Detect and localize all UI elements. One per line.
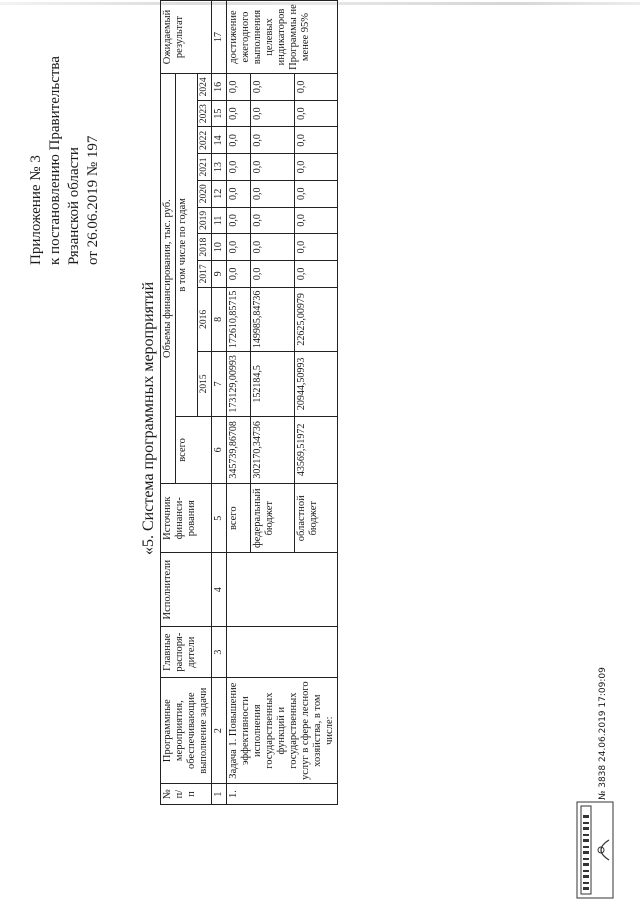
- appendix-decree: к постановлению Правительства: [47, 56, 63, 265]
- column-number: 16: [212, 74, 227, 101]
- column-number: 17: [212, 1, 227, 74]
- measures-table: [160, 0, 338, 805]
- col-header-program: Программные мероприятия, обеспечивающие выполнение задачи: [161, 678, 212, 784]
- source-rest: 0,0: [226, 234, 250, 261]
- source-rest: 0,0: [226, 207, 250, 234]
- source-total: 43569,51972: [294, 416, 338, 483]
- source-rest: 0,0: [226, 180, 250, 207]
- year-header: 2019: [198, 207, 212, 234]
- column-number: 6: [212, 416, 227, 483]
- source-2016: 172610,85715: [226, 287, 250, 352]
- col-header-managers: Главные распоря- дители: [161, 627, 212, 678]
- source-rest: 0,0: [294, 180, 338, 207]
- year-header: 2018: [198, 234, 212, 261]
- source-rest: 0,0: [294, 100, 338, 127]
- column-number: 1: [212, 784, 227, 805]
- year-header: 2024: [198, 74, 212, 101]
- source-rest: 0,0: [250, 100, 294, 127]
- source-2016: 149985,84736: [250, 287, 294, 352]
- source-name: федеральный бюджет: [250, 484, 294, 553]
- year-header: 2015: [198, 352, 212, 417]
- row-executors: [226, 553, 338, 627]
- source-rest: 0,0: [250, 260, 294, 287]
- col-header-executors: Исполнители: [161, 553, 212, 627]
- col-header-result: Ожидаемый результат: [161, 1, 212, 74]
- col-header-by-years: в том числе по годам: [176, 74, 198, 417]
- year-header: 2020: [198, 180, 212, 207]
- col-header-funding: Объемы финансирования, тыс. руб.: [161, 74, 176, 484]
- source-rest: 0,0: [294, 127, 338, 154]
- column-number: 13: [212, 154, 227, 181]
- column-number: 14: [212, 127, 227, 154]
- source-rest: 0,0: [294, 234, 338, 261]
- year-header: 2023: [198, 100, 212, 127]
- source-2015: 152184,5: [250, 352, 294, 417]
- appendix-region: Рязанской области: [66, 147, 82, 265]
- column-number: 2: [212, 678, 227, 784]
- row-program: Задача 1. Повышение эффективности исполнения государственных функций и государственных услуг в сфере лесного хозяйства, в том числе:: [226, 678, 338, 784]
- source-rest: 0,0: [250, 180, 294, 207]
- source-rest: 0,0: [226, 154, 250, 181]
- source-rest: 0,0: [250, 127, 294, 154]
- year-header: 2016: [198, 287, 212, 352]
- appendix-date: от 26.06.2019 № 197: [85, 135, 101, 265]
- source-rest: 0,0: [294, 74, 338, 101]
- year-header: 2021: [198, 154, 212, 181]
- source-rest: 0,0: [226, 260, 250, 287]
- row-result: достижение ежегодного выполнения целевых индикаторов Программы не менее 95%: [226, 1, 338, 74]
- source-total: 345739,86708: [226, 416, 250, 483]
- column-number: 3: [212, 627, 227, 678]
- column-number: 5: [212, 484, 227, 553]
- section-title: «5. Система программных мероприятий: [140, 281, 157, 555]
- source-rest: 0,0: [226, 127, 250, 154]
- column-number: 7: [212, 352, 227, 417]
- column-number: 11: [212, 207, 227, 234]
- column-number: 12: [212, 180, 227, 207]
- source-rest: 0,0: [294, 260, 338, 287]
- source-name: областной бюджет: [294, 484, 338, 553]
- col-header-source: Источник финанси- рования: [161, 484, 212, 553]
- row-number: 1.: [226, 784, 338, 805]
- source-rest: 0,0: [250, 207, 294, 234]
- source-rest: 0,0: [294, 154, 338, 181]
- source-rest: 0,0: [250, 234, 294, 261]
- row-managers: [226, 627, 338, 678]
- source-rest: 0,0: [294, 207, 338, 234]
- column-number: 10: [212, 234, 227, 261]
- source-rest: 0,0: [250, 154, 294, 181]
- source-rest: 0,0: [226, 74, 250, 101]
- source-2015: 173129,00993: [226, 352, 250, 417]
- source-rest: 0,0: [250, 74, 294, 101]
- column-number: 4: [212, 553, 227, 627]
- source-total: 302170,34736: [250, 416, 294, 483]
- column-number: 15: [212, 100, 227, 127]
- col-header-total: всего: [176, 416, 212, 483]
- source-name: всего: [226, 484, 250, 553]
- registration-barcode-icon: [575, 800, 615, 900]
- source-rest: 0,0: [226, 100, 250, 127]
- registration-stamp: № 3838 24.06.2019 17:09:09: [598, 667, 608, 800]
- column-number: 8: [212, 287, 227, 352]
- year-header: 2022: [198, 127, 212, 154]
- source-2015: 20944,50993: [294, 352, 338, 417]
- source-2016: 22625,00979: [294, 287, 338, 352]
- col-header-num: № п/п: [161, 784, 212, 805]
- year-header: 2017: [198, 260, 212, 287]
- column-number: 9: [212, 260, 227, 287]
- appendix-number: Приложение № 3: [28, 155, 44, 265]
